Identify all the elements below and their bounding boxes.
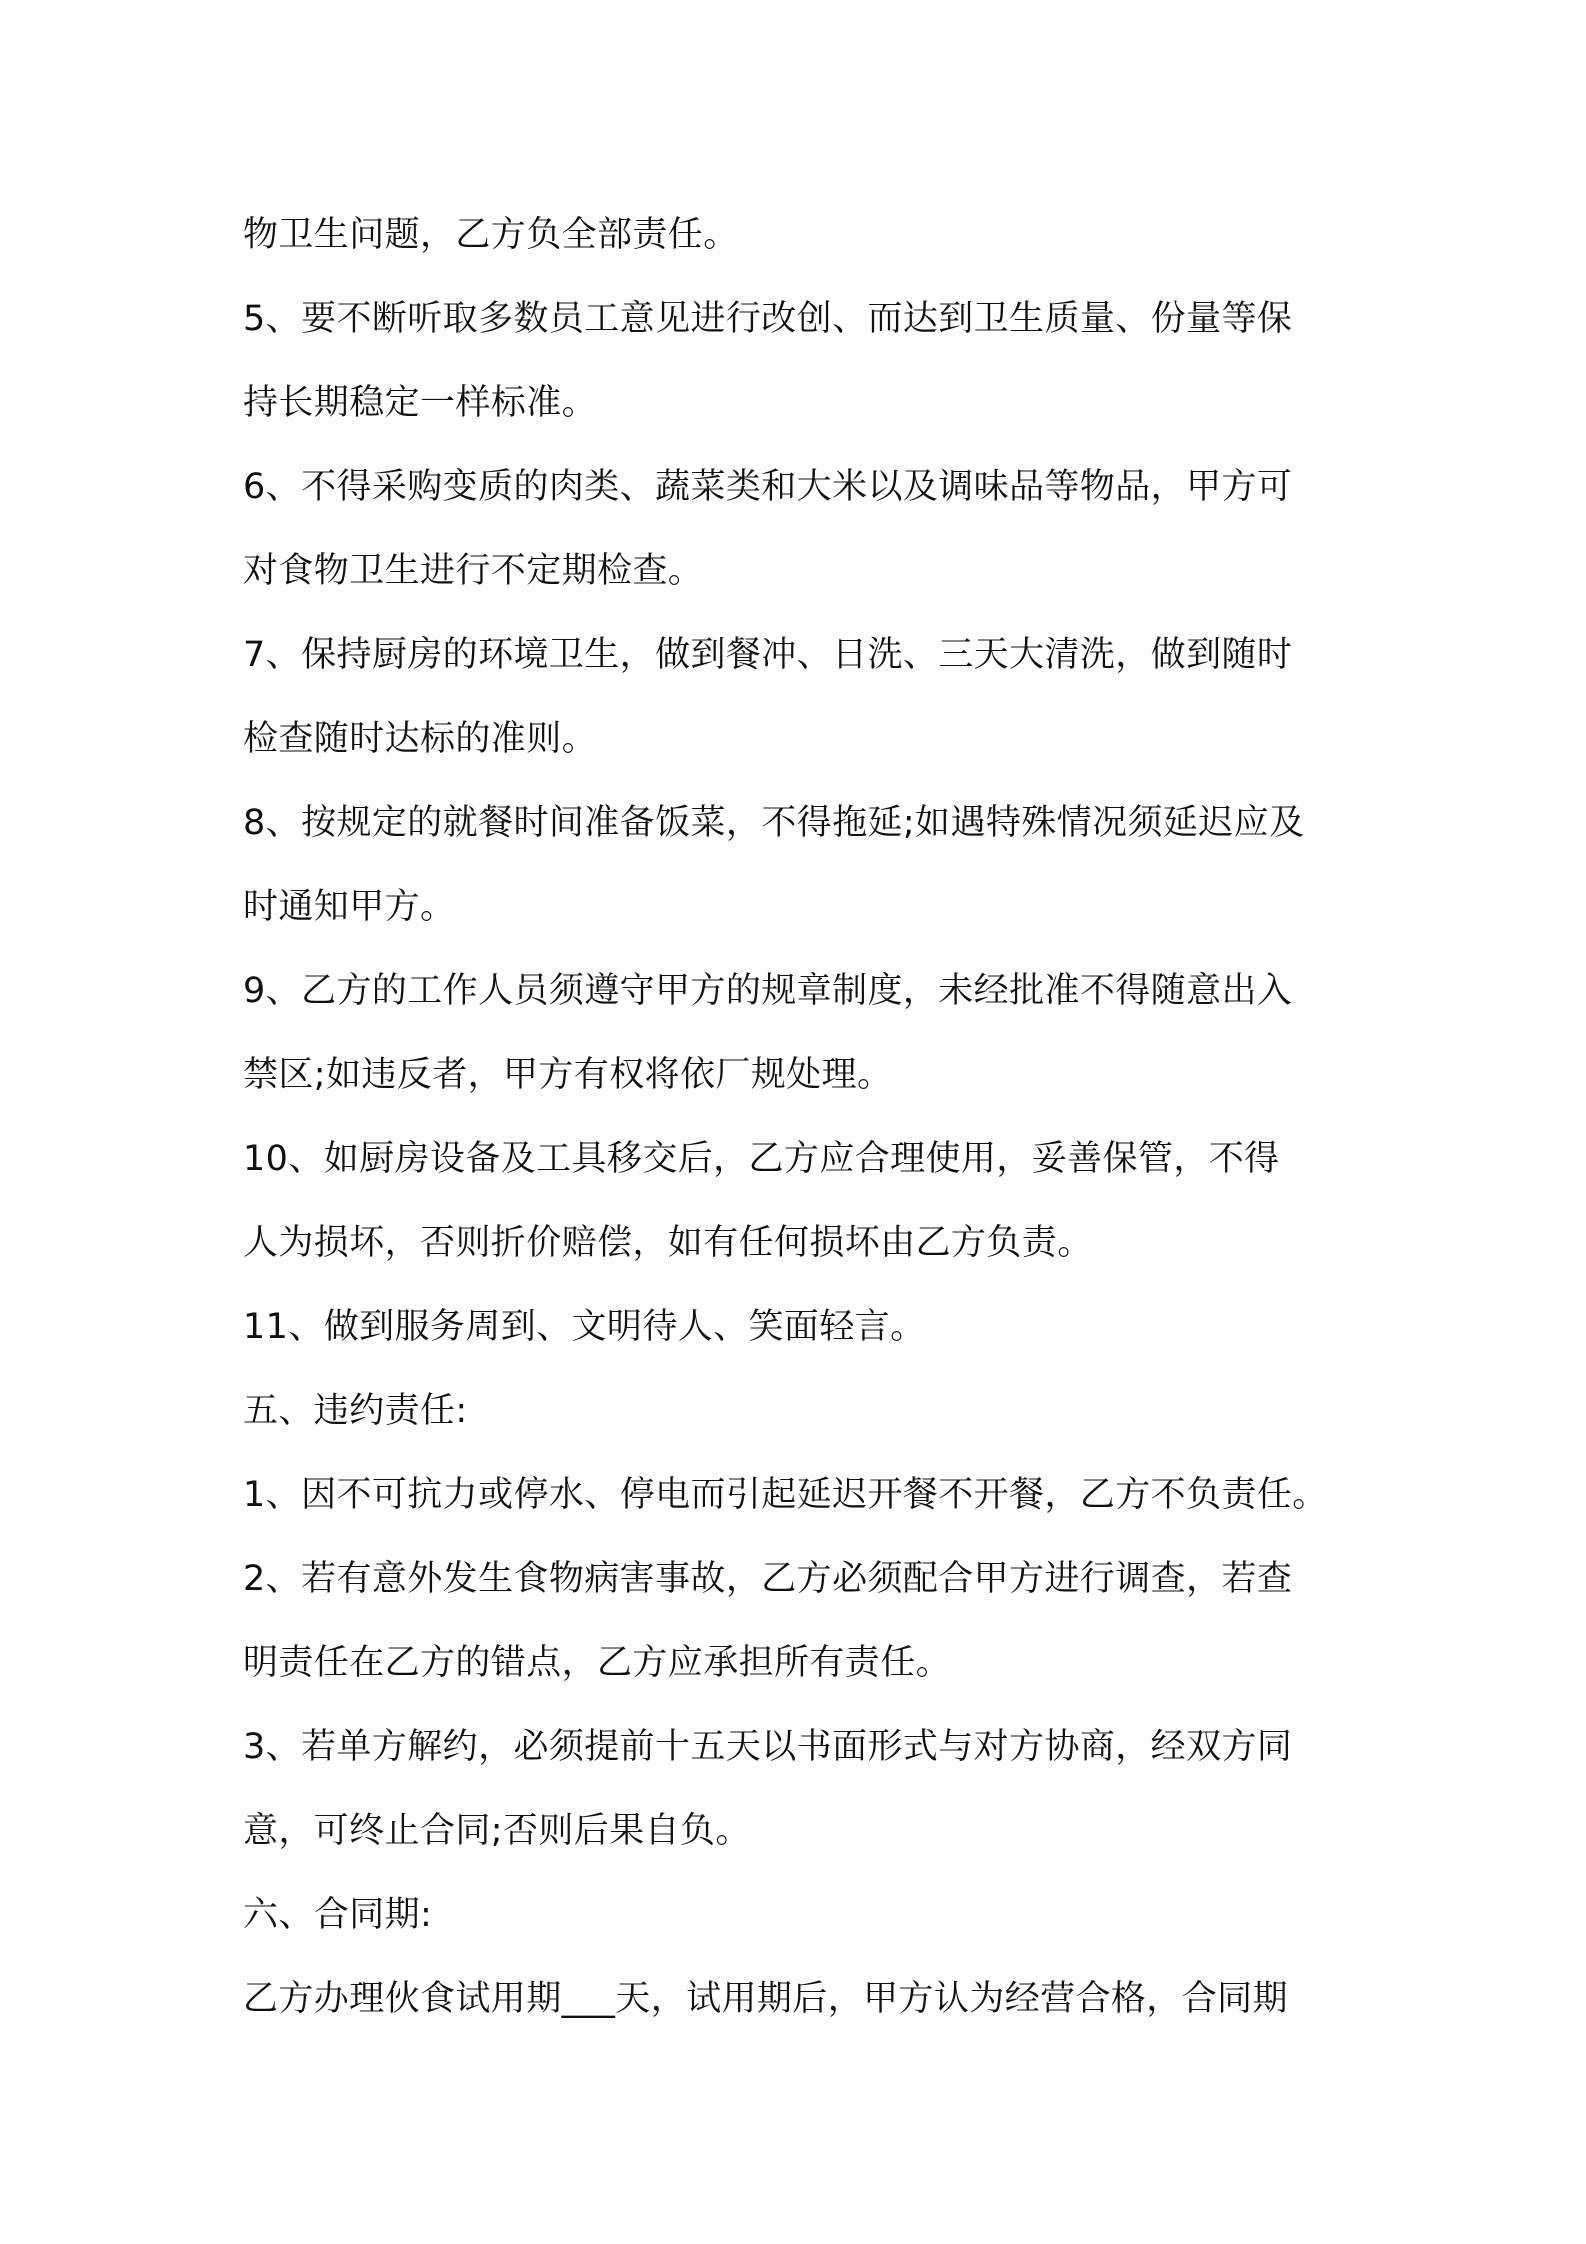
text-line: 6、不得采购变质的肉类、蔬菜类和大米以及调味品等物品，甲方可 xyxy=(243,467,1293,507)
text-line: 乙方办理伙食试用期___天，试用期后，甲方认为经营合格，合同期 xyxy=(243,1979,1288,2019)
section-heading: 五、违约责任: xyxy=(243,1391,468,1431)
text-line: 2、若有意外发生食物病害事故，乙方必须配合甲方进行调查，若查 xyxy=(243,1559,1293,1599)
text-line: 5、要不断听取多数员工意见进行改创、而达到卫生质量、份量等保 xyxy=(243,299,1293,339)
text-line: 10、如厨房设备及工具移交后，乙方应合理使用，妥善保管，不得 xyxy=(243,1139,1280,1179)
text-line: 意，可终止合同;否则后果自负。 xyxy=(243,1811,751,1851)
text-line: 9、乙方的工作人员须遵守甲方的规章制度，未经批准不得随意出入 xyxy=(243,971,1293,1011)
document-body xyxy=(243,193,1383,2041)
text-line: 对食物卫生进行不定期检查。 xyxy=(243,551,704,591)
text-line: 3、若单方解约，必须提前十五天以书面形式与对方协商，经双方同 xyxy=(243,1727,1293,1767)
text-line: 11、做到服务周到、文明待人、笑面轻言。 xyxy=(243,1307,926,1347)
text-line: 持长期稳定一样标准。 xyxy=(243,383,598,423)
text-line: 禁区;如违反者，甲方有权将依厂规处理。 xyxy=(243,1055,893,1095)
section-heading: 六、合同期: xyxy=(243,1895,433,1935)
text-line: 8、按规定的就餐时间准备饭菜，不得拖延;如遇特殊情况须延迟应及 xyxy=(243,803,1305,843)
text-line: 7、保持厨房的环境卫生，做到餐冲、日洗、三天大清洗，做到随时 xyxy=(243,635,1293,675)
text-line: 明责任在乙方的错点，乙方应承担所有责任。 xyxy=(243,1643,952,1683)
text-line: 检查随时达标的准则。 xyxy=(243,719,598,759)
text-line: 1、因不可抗力或停水、停电而引起延迟开餐不开餐，乙方不负责任。 xyxy=(243,1475,1328,1515)
text-line: 人为损坏，否则折价赔偿，如有任何损坏由乙方负责。 xyxy=(243,1223,1093,1263)
text-line: 物卫生问题，乙方负全部责任。 xyxy=(243,215,739,255)
text-line: 时通知甲方。 xyxy=(243,887,456,927)
